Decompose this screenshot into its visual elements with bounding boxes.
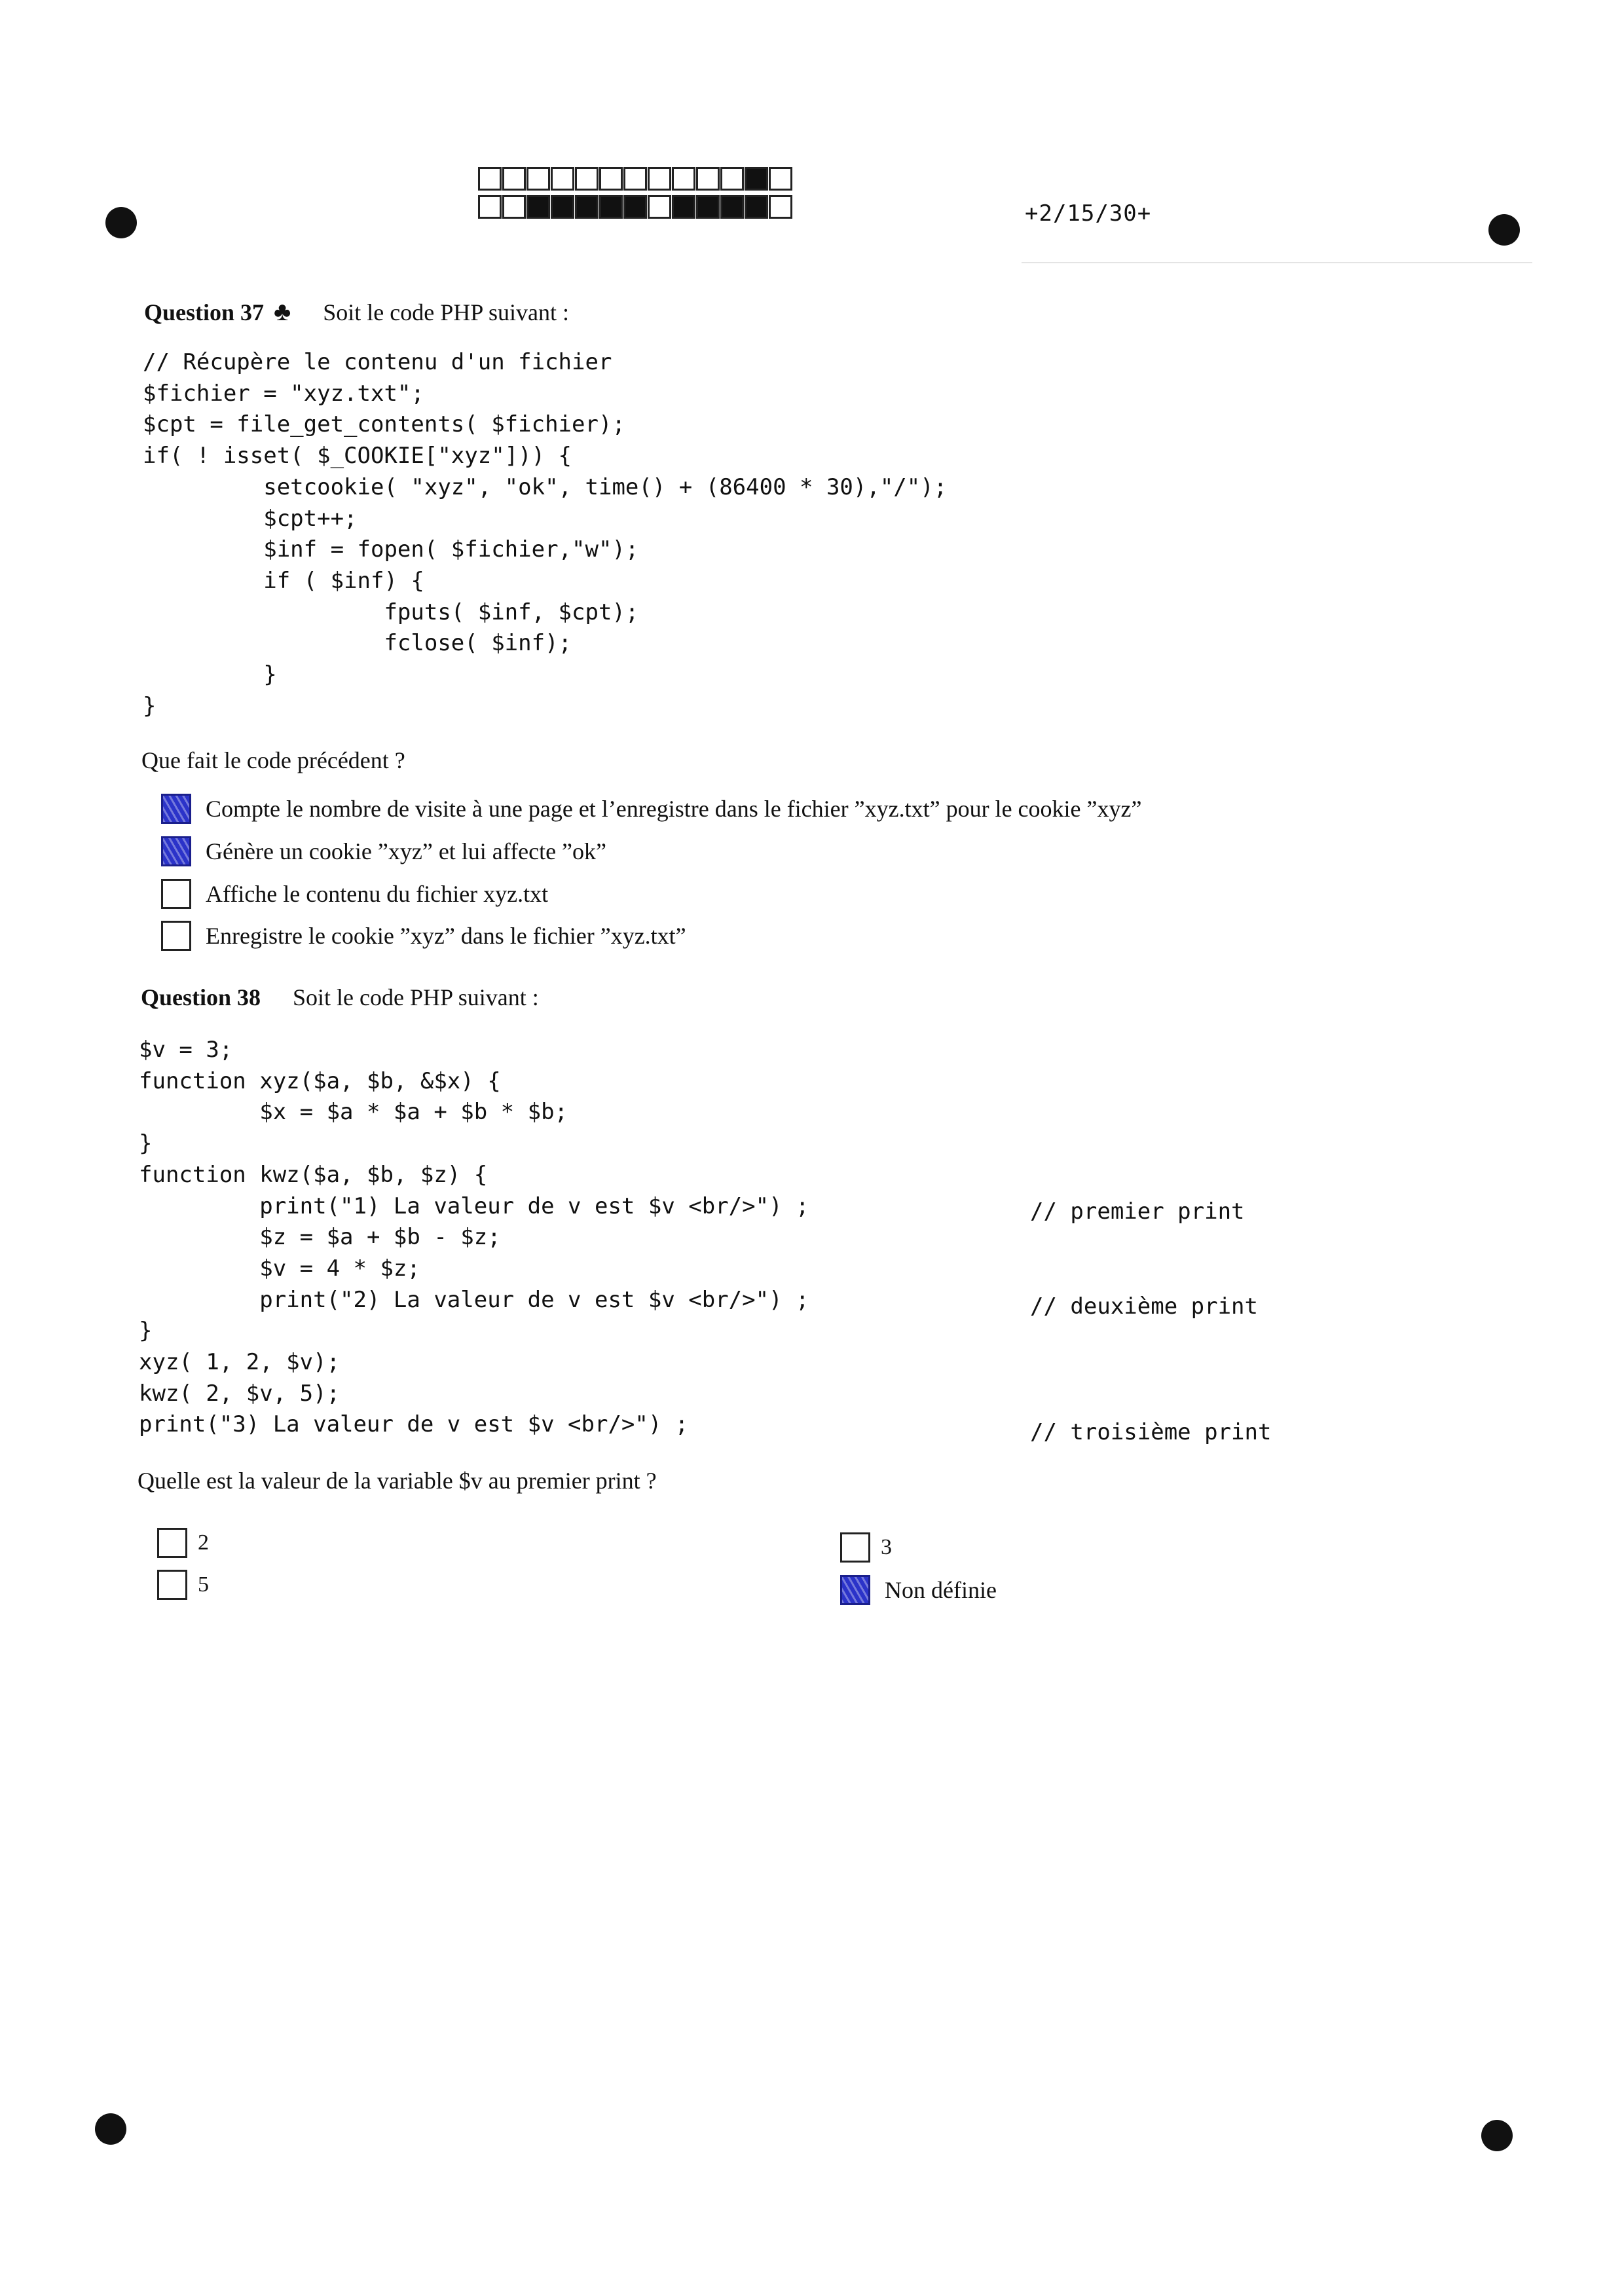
barcode-cell	[551, 167, 574, 191]
choice-label: Génère un cookie ”xyz” et lui affecte ”ok”	[206, 838, 606, 864]
barcode-cell	[769, 195, 792, 219]
registration-mark-bottom-right	[1481, 2120, 1513, 2151]
barcode-cell	[502, 167, 526, 191]
barcode-cell	[648, 195, 671, 219]
checkbox[interactable]	[161, 879, 191, 909]
barcode-cell	[769, 167, 792, 191]
choice-label: 3	[881, 1535, 892, 1559]
choice-label: Non définie	[885, 1577, 997, 1603]
question-38-choice[interactable]	[157, 1528, 209, 1558]
barcode-cell	[672, 167, 695, 191]
question-38-choice[interactable]	[157, 1570, 209, 1600]
question-37-choice[interactable]	[161, 921, 686, 951]
barcode-cell	[526, 167, 550, 191]
barcode-top-row	[478, 167, 793, 191]
choice-label: Affiche le contenu du fichier xyz.txt	[206, 881, 549, 907]
question-38-choice[interactable]	[840, 1575, 997, 1605]
question-37-intro: Soit le code PHP suivant :	[323, 299, 569, 325]
barcode-cell	[696, 195, 720, 219]
code-comment-first-print: // premier print	[1030, 1198, 1245, 1225]
choice-label: 5	[198, 1572, 209, 1597]
checkbox[interactable]	[161, 921, 191, 951]
barcode-cell	[720, 167, 744, 191]
question-38-label: Question 38	[141, 984, 261, 1010]
barcode-cell	[648, 167, 671, 191]
barcode-cell	[599, 167, 623, 191]
question-38-intro: Soit le code PHP suivant :	[293, 984, 539, 1010]
barcode-cell	[720, 195, 744, 219]
barcode-cell	[599, 195, 623, 219]
registration-mark-top-left	[105, 207, 137, 238]
barcode-cell	[575, 195, 599, 219]
checkbox[interactable]	[161, 794, 191, 824]
question-38-prompt: Quelle est la valeur de la variable $v au premier print ?	[138, 1468, 657, 1494]
club-icon: ♣	[274, 297, 291, 326]
registration-mark-top-right	[1488, 214, 1520, 246]
barcode-cell	[478, 167, 502, 191]
barcode-cell	[745, 195, 768, 219]
code-comment-third-print: // troisième print	[1030, 1419, 1272, 1445]
choice-label: Compte le nombre de visite à une page et l’enregistre dans le fichier ”xyz.txt” pour le cookie ”xyz”	[206, 796, 1142, 822]
barcode-cell	[551, 195, 574, 219]
barcode-cell	[623, 167, 647, 191]
question-37-choice[interactable]	[161, 836, 606, 866]
checkbox[interactable]	[840, 1532, 870, 1563]
registration-mark-bottom-left	[95, 2113, 126, 2145]
code-comment-second-print: // deuxième print	[1030, 1293, 1258, 1320]
checkbox[interactable]	[157, 1528, 187, 1558]
question-37-choice[interactable]	[161, 879, 548, 909]
checkbox[interactable]	[157, 1570, 187, 1600]
barcode-cell	[526, 195, 550, 219]
question-38-choice[interactable]	[840, 1532, 892, 1563]
checkbox[interactable]	[840, 1575, 870, 1605]
barcode-cell	[478, 195, 502, 219]
question-37-label: Question 37	[144, 299, 265, 325]
barcode-cell	[745, 167, 768, 191]
question-38-header	[141, 984, 539, 1011]
barcode-cell	[502, 195, 526, 219]
question-37-header	[144, 296, 569, 327]
checkbox[interactable]	[161, 836, 191, 866]
page-id: +2/15/30+	[1025, 200, 1152, 227]
choice-label: Enregistre le cookie ”xyz” dans le fichier ”xyz.txt”	[206, 923, 686, 949]
header-rule	[1022, 262, 1532, 263]
question-38-code: $v = 3; function xyz($a, $b, &$x) { $x = $a * $a + $b * $b; } function kwz($a, $b, $z) { print("1) La valeur de v est $v <br/>") ; $z = $a + $b - $z; $v = 4 * $z; print("2) La valeur de v est $v <br/>") ; } xyz( 1, 2, $v); kwz( 2, $v, 5); print("3) La valeur de v est $v <br/>") ;	[139, 1037, 809, 1438]
barcode-cell	[672, 195, 695, 219]
barcode-bottom-row	[478, 195, 793, 219]
barcode-cell	[696, 167, 720, 191]
choice-label: 2	[198, 1530, 209, 1555]
barcode-cell	[623, 195, 647, 219]
barcode-cell	[575, 167, 599, 191]
question-37-prompt: Que fait le code précédent ?	[141, 747, 405, 773]
question-37-choice[interactable]	[161, 794, 1141, 824]
question-37-code: // Récupère le contenu d'un fichier $fichier = "xyz.txt"; $cpt = file_get_contents( $fichier); if( ! isset( $_COOKIE["xyz"])) { setcookie( "xyz", "ok", time() + (86400 * 30),"/"); $cpt++; $inf = fopen( $fichier,"w"); if ( $inf) { fputs( $inf, $cpt); fclose( $inf); } }	[143, 349, 948, 719]
